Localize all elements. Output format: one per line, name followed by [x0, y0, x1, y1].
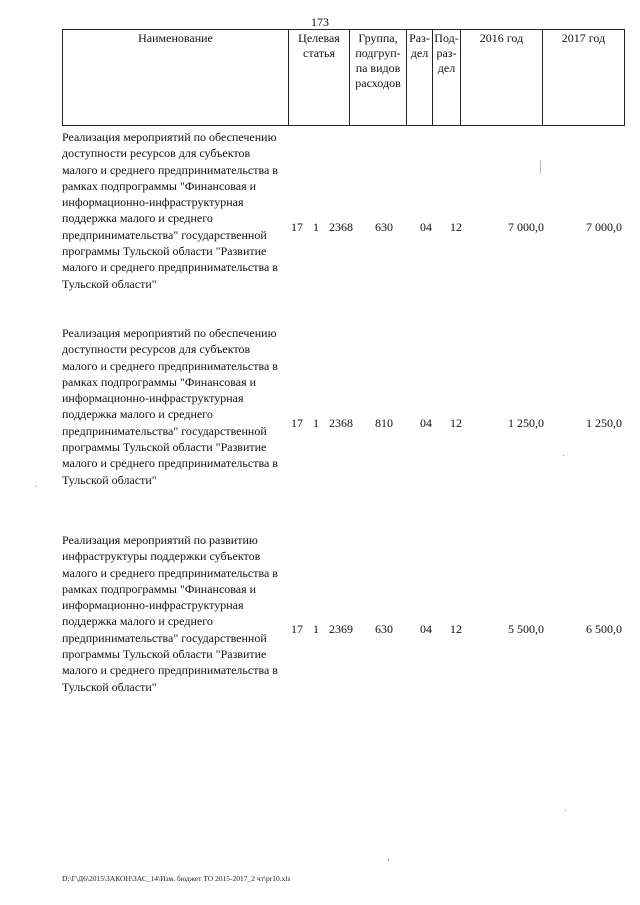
- row-subsection: 12: [450, 416, 462, 430]
- table-header: [62, 29, 625, 126]
- page-number: 173: [311, 15, 329, 29]
- header-name: Наименование: [63, 30, 289, 126]
- row-subsection: 12: [450, 622, 462, 636]
- row-section: 04: [420, 220, 432, 234]
- row-year-2016: 1 250,0: [508, 416, 544, 430]
- table-row: [62, 532, 624, 727]
- header-year-2016: 2016 год: [461, 30, 543, 126]
- row-name: Реализация мероприятий по развитию инфраструктуры поддержки субъектов малого и среднего предпринимательства в рамках подпрограммы "Финансовая и информационно-инфраструктурная поддержка малого и среднего предпринимательства" государственной программы Тульской области "Развитие малого и среднего предпринимательства в Тульской области": [62, 533, 278, 694]
- row-target-3: 2369: [329, 622, 353, 636]
- file-path-footer: D:\Г\Д6\2015\ЗАКОН\ЗАС_14\Изм. бюджет ТО 2015-2017_2 чт\pr10.xls: [62, 874, 291, 883]
- row-name: Реализация мероприятий по обеспечению доступности ресурсов для субъектов малого и среднего предпринимательства в рамках подпрограммы "Финансовая и информационно-инфраструктурная поддержка малого и среднего предпринимательства" государственной программы Тульской области "Развитие малого и среднего предпринимательства в Тульской области": [62, 326, 278, 487]
- row-group: 630: [375, 220, 393, 234]
- header-group: Группа, подгруп- па видов расходов: [350, 30, 407, 126]
- row-section: 04: [420, 416, 432, 430]
- table-row: [62, 325, 624, 520]
- row-target-1: 17: [291, 622, 303, 636]
- row-year-2017: 1 250,0: [586, 416, 622, 430]
- scan-speck: [388, 858, 389, 861]
- row-target-2: 1: [313, 622, 319, 636]
- row-group: 630: [375, 622, 393, 636]
- row-year-2016: 5 500,0: [508, 622, 544, 636]
- scan-speck: [563, 455, 564, 456]
- scan-speck: [540, 160, 541, 174]
- header-section: Раз- дел: [407, 30, 433, 126]
- row-target-1: 17: [291, 416, 303, 430]
- row-name: Реализация мероприятий по обеспечению доступности ресурсов для субъектов малого и среднего предпринимательства в рамках подпрограммы "Финансовая и информационно-инфраструктурная поддержка малого и среднего предпринимательства" государственной программы Тульской области "Развитие малого и среднего предпринимательства в Тульской области": [62, 130, 278, 291]
- row-target-2: 1: [313, 416, 319, 430]
- header-year-2017: 2017 год: [543, 30, 625, 126]
- header-subsection: Под- раз- дел: [433, 30, 461, 126]
- row-year-2017: 7 000,0: [586, 220, 622, 234]
- row-year-2017: 6 500,0: [586, 622, 622, 636]
- table-row: [62, 129, 624, 324]
- row-target-2: 1: [313, 220, 319, 234]
- row-year-2016: 7 000,0: [508, 220, 544, 234]
- row-target-3: 2368: [329, 416, 353, 430]
- row-group: 810: [375, 416, 393, 430]
- scan-speck: [565, 810, 566, 811]
- row-target-1: 17: [291, 220, 303, 234]
- header-target-article: Целевая статья: [289, 30, 350, 126]
- row-target-3: 2368: [329, 220, 353, 234]
- scan-speck: [36, 486, 37, 487]
- row-subsection: 12: [450, 220, 462, 234]
- row-section: 04: [420, 622, 432, 636]
